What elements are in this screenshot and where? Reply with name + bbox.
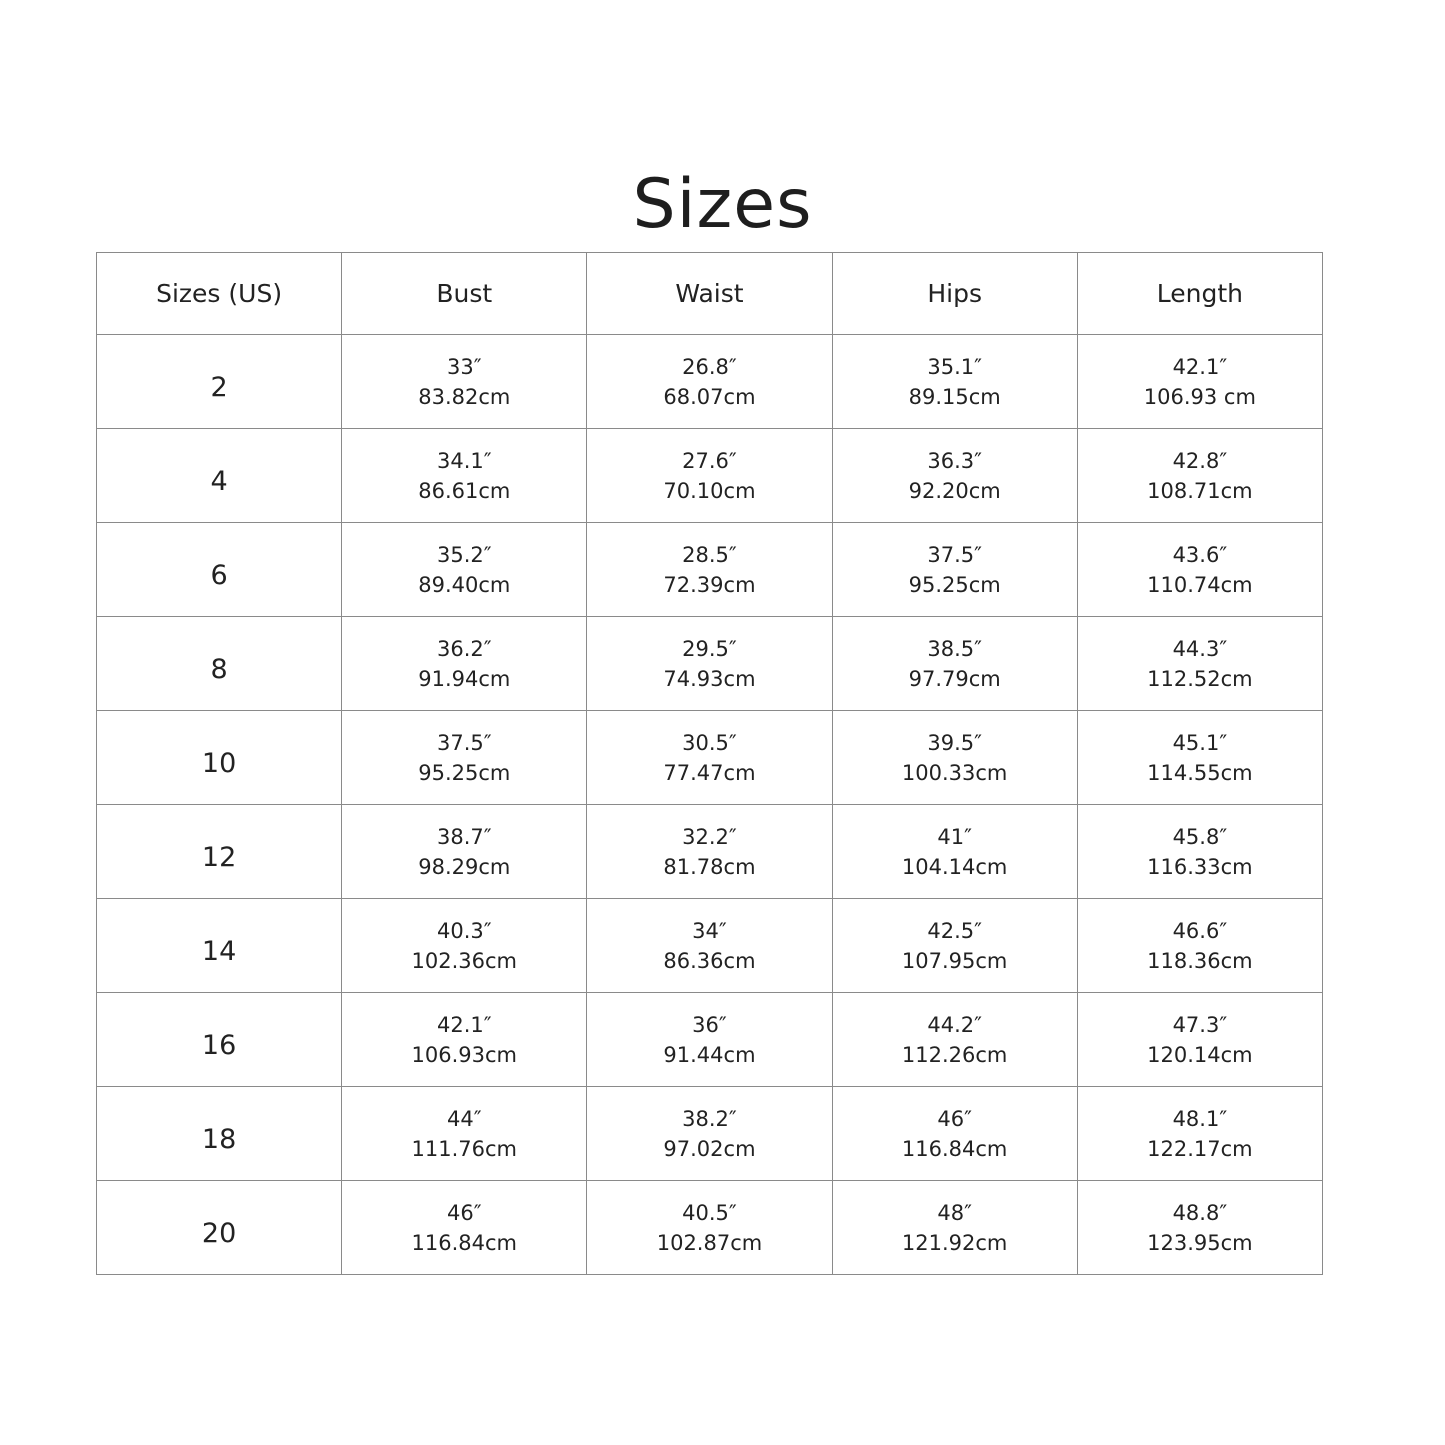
length-centimeters: 118.36cm: [1147, 948, 1253, 973]
hips-centimeters: 116.84cm: [901, 1136, 1008, 1161]
bust-inches: 33″: [446, 354, 482, 379]
waist-cell: [587, 711, 832, 805]
bust-cell: [342, 711, 587, 805]
length-centimeters: 123.95cm: [1147, 1230, 1253, 1255]
size-label-cell: 20: [97, 1181, 342, 1275]
bust-inches: 42.1″: [436, 1012, 492, 1037]
length-inches: 48.1″: [1172, 1106, 1228, 1131]
hips-inches: 42.5″: [927, 918, 982, 943]
length-inches: 44.3″: [1172, 636, 1228, 661]
header-waist: Waist: [587, 253, 832, 335]
hips-cell: [832, 711, 1077, 805]
hips-centimeters: 100.33cm: [901, 760, 1008, 785]
bust-inches: 40.3″: [436, 918, 492, 943]
bust-inches: 34.1″: [436, 448, 492, 473]
length-cell: [1077, 711, 1322, 805]
bust-cell: [342, 617, 587, 711]
table-row: [97, 899, 1323, 993]
hips-centimeters: 104.14cm: [901, 854, 1008, 879]
bust-inches: 46″: [446, 1200, 482, 1225]
length-cell: [1077, 335, 1322, 429]
waist-centimeters: 86.36cm: [663, 948, 756, 973]
bust-cell: [342, 335, 587, 429]
waist-cell: [587, 1181, 832, 1275]
bust-cell: [342, 523, 587, 617]
hips-centimeters: 97.79cm: [908, 666, 1001, 691]
length-cell: [1077, 1087, 1322, 1181]
length-centimeters: 114.55cm: [1147, 760, 1253, 785]
waist-centimeters: 74.93cm: [663, 666, 756, 691]
length-inches: 43.6″: [1172, 542, 1228, 567]
bust-centimeters: 86.61cm: [418, 478, 511, 503]
waist-inches: 36″: [692, 1012, 727, 1037]
size-label-cell: 12: [97, 805, 342, 899]
table-row: [97, 617, 1323, 711]
length-centimeters: 112.52cm: [1147, 666, 1253, 691]
hips-centimeters: 112.26cm: [901, 1042, 1008, 1067]
hips-cell: [832, 805, 1077, 899]
bust-centimeters: 95.25cm: [418, 760, 511, 785]
length-inches: 47.3″: [1172, 1012, 1228, 1037]
waist-centimeters: 102.87cm: [656, 1230, 763, 1255]
hips-inches: 46″: [937, 1106, 972, 1131]
bust-inches: 36.2″: [436, 636, 492, 661]
waist-centimeters: 68.07cm: [663, 384, 756, 409]
header-length: Length: [1077, 253, 1322, 335]
length-cell: [1077, 523, 1322, 617]
bust-cell: [342, 993, 587, 1087]
length-cell: [1077, 993, 1322, 1087]
length-centimeters: 116.33cm: [1147, 854, 1253, 879]
table-row: [97, 805, 1323, 899]
size-label-cell: 18: [97, 1087, 342, 1181]
bust-cell: [342, 429, 587, 523]
waist-centimeters: 91.44cm: [663, 1042, 756, 1067]
waist-inches: 40.5″: [682, 1200, 737, 1225]
size-label-cell: 6: [97, 523, 342, 617]
length-cell: [1077, 617, 1322, 711]
hips-inches: 39.5″: [927, 730, 982, 755]
length-inches: 42.8″: [1172, 448, 1228, 473]
waist-inches: 38.2″: [682, 1106, 737, 1131]
bust-inches: 37.5″: [436, 730, 492, 755]
hips-cell: [832, 1087, 1077, 1181]
table-row: [97, 429, 1323, 523]
bust-cell: [342, 1087, 587, 1181]
table-row: [97, 993, 1323, 1087]
waist-cell: [587, 617, 832, 711]
waist-cell: [587, 805, 832, 899]
bust-centimeters: 98.29cm: [418, 854, 511, 879]
waist-centimeters: 77.47cm: [663, 760, 756, 785]
hips-centimeters: 95.25cm: [908, 572, 1001, 597]
bust-inches: 38.7″: [436, 824, 492, 849]
waist-cell: [587, 993, 832, 1087]
hips-centimeters: 92.20cm: [908, 478, 1001, 503]
bust-centimeters: 83.82cm: [418, 384, 511, 409]
hips-inches: 48″: [937, 1200, 972, 1225]
bust-inches: 35.2″: [436, 542, 492, 567]
length-inches: 45.1″: [1172, 730, 1228, 755]
hips-inches: 41″: [937, 824, 972, 849]
length-cell: [1077, 899, 1322, 993]
bust-centimeters: 91.94cm: [418, 666, 511, 691]
waist-centimeters: 70.10cm: [663, 478, 756, 503]
waist-inches: 30.5″: [682, 730, 737, 755]
hips-cell: [832, 429, 1077, 523]
length-cell: [1077, 805, 1322, 899]
bust-centimeters: 116.84cm: [411, 1230, 518, 1255]
bust-centimeters: 111.76cm: [411, 1136, 518, 1161]
size-label-cell: 16: [97, 993, 342, 1087]
table-row: [97, 523, 1323, 617]
bust-centimeters: 102.36cm: [411, 948, 518, 973]
hips-inches: 35.1″: [927, 354, 982, 379]
hips-cell: [832, 899, 1077, 993]
length-inches: 46.6″: [1172, 918, 1228, 943]
hips-centimeters: 89.15cm: [908, 384, 1001, 409]
length-centimeters: 122.17cm: [1147, 1136, 1253, 1161]
table-row: [97, 1087, 1323, 1181]
table-row: [97, 711, 1323, 805]
hips-inches: 37.5″: [927, 542, 982, 567]
hips-cell: [832, 523, 1077, 617]
length-inches: 45.8″: [1172, 824, 1228, 849]
table-row: [97, 335, 1323, 429]
bust-cell: [342, 899, 587, 993]
length-inches: 48.8″: [1172, 1200, 1228, 1225]
hips-cell: [832, 993, 1077, 1087]
length-centimeters: 108.71cm: [1147, 478, 1253, 503]
bust-cell: [342, 805, 587, 899]
table-row: [97, 1181, 1323, 1275]
hips-centimeters: 121.92cm: [901, 1230, 1008, 1255]
waist-cell: [587, 335, 832, 429]
bust-cell: [342, 1181, 587, 1275]
header-hips: Hips: [832, 253, 1077, 335]
hips-centimeters: 107.95cm: [901, 948, 1008, 973]
waist-cell: [587, 523, 832, 617]
hips-cell: [832, 335, 1077, 429]
waist-inches: 27.6″: [682, 448, 737, 473]
waist-inches: 32.2″: [682, 824, 737, 849]
size-chart-table: [96, 252, 1323, 1275]
size-label-cell: 10: [97, 711, 342, 805]
page-title: Sizes: [632, 165, 813, 244]
waist-cell: [587, 429, 832, 523]
length-centimeters: 110.74cm: [1147, 572, 1253, 597]
waist-inches: 28.5″: [682, 542, 737, 567]
waist-centimeters: 81.78cm: [663, 854, 756, 879]
waist-inches: 34″: [692, 918, 727, 943]
length-cell: [1077, 429, 1322, 523]
hips-cell: [832, 1181, 1077, 1275]
waist-cell: [587, 899, 832, 993]
waist-inches: 26.8″: [682, 354, 737, 379]
bust-inches: 44″: [446, 1106, 482, 1131]
size-label-cell: 4: [97, 429, 342, 523]
size-label-cell: 14: [97, 899, 342, 993]
size-chart-body: [97, 335, 1323, 1275]
size-label-cell: 8: [97, 617, 342, 711]
header-bust: Bust: [342, 253, 587, 335]
length-cell: [1077, 1181, 1322, 1275]
hips-inches: 36.3″: [927, 448, 982, 473]
waist-inches: 29.5″: [682, 636, 737, 661]
table-header-row: [97, 253, 1323, 335]
waist-centimeters: 72.39cm: [663, 572, 756, 597]
length-centimeters: 120.14cm: [1147, 1042, 1253, 1067]
hips-inches: 44.2″: [927, 1012, 982, 1037]
length-inches: 42.1″: [1172, 354, 1228, 379]
length-centimeters: 106.93 cm: [1143, 384, 1256, 409]
waist-cell: [587, 1087, 832, 1181]
bust-centimeters: 89.40cm: [418, 572, 511, 597]
waist-centimeters: 97.02cm: [663, 1136, 756, 1161]
hips-inches: 38.5″: [927, 636, 982, 661]
hips-cell: [832, 617, 1077, 711]
size-label-cell: 2: [97, 335, 342, 429]
bust-centimeters: 106.93cm: [411, 1042, 518, 1067]
header-sizes-us: Sizes (US): [97, 253, 342, 335]
